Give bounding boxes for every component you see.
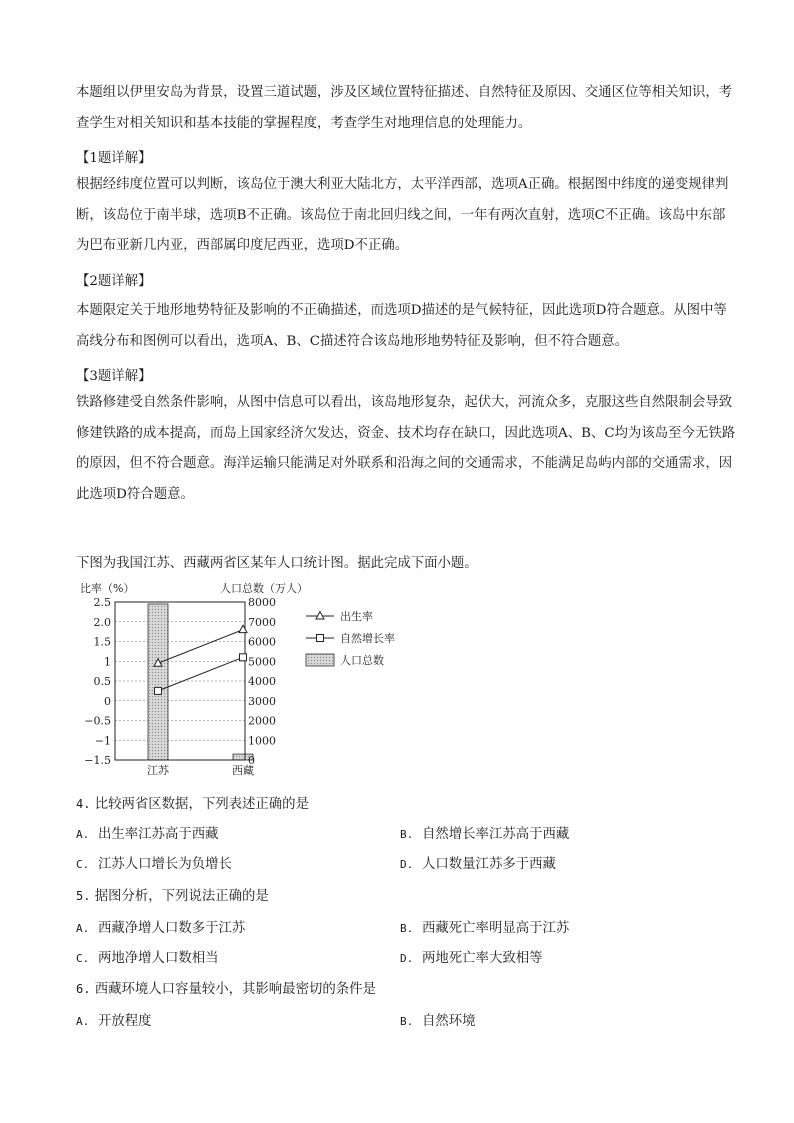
option-text: 自然增长率江苏高于西藏 [422,827,570,842]
legend-label: 出生率 [340,610,373,623]
q4-option-b[interactable] [400,823,569,842]
population-chart [70,578,430,778]
q5-option-c[interactable] [76,947,219,966]
left-tick-label: −1.5 [84,754,111,767]
right-tick-label: 1000 [248,734,276,748]
legend-square-icon [317,635,324,642]
growth-rate-point [155,687,162,694]
category-label: 江苏 [147,764,169,777]
option-letter: A. [76,1015,90,1028]
question-4-stem [76,793,309,812]
question-6-stem [76,978,376,997]
option-letter: C. [76,952,90,965]
left-tick-label: 0 [104,694,111,708]
left-tick-label: −1 [94,734,111,748]
left-tick-label: 1.5 [93,635,111,649]
option-letter: D. [400,858,414,871]
question-number: 6. [76,982,91,996]
legend-label: 人口总数 [340,654,384,667]
option-text: 两地死亡率大致相等 [422,951,543,966]
option-letter: A. [76,828,90,841]
left-tick-label: 2.5 [93,596,111,609]
option-text: 西藏死亡率明显高于江苏 [422,921,570,936]
option-letter: A. [76,922,90,935]
q3-header: 【3题详解】 [76,369,152,384]
option-text: 出生率江苏高于西藏 [98,827,219,842]
q2-explanation: 本题限定关于地形地势特征及影响的不正确描述，而选项D描述的是气候特征，因此选项D符合题意。从图中等高线分布和图例可以看出，选项A、B、C描述符合该岛地形地势特征及影响，但不符合题意。 [76,303,727,349]
left-tick-label: −0.5 [84,714,111,728]
analysis-intro: 本题组以伊里安岛为背景，设置三道试题，涉及区域位置特征描述、自然特征及原因、交通区位等相关知识，考查学生对相关知识和基本技能的掌握程度，考查学生对地理信息的处理能力。 [76,85,733,131]
option-text: 人口数量江苏多于西藏 [422,857,556,872]
growth-rate-point [240,654,247,661]
option-letter: B. [400,828,414,841]
category-label: 西藏 [232,764,254,777]
right-tick-label: 7000 [248,615,276,629]
option-letter: B. [400,922,414,935]
option-letter: C. [76,858,90,871]
q2-header: 【2题详解】 [76,274,152,289]
q6-option-a[interactable] [76,1010,152,1029]
q4-option-c[interactable] [76,853,232,872]
q4-option-d[interactable] [400,853,556,872]
option-letter: B. [400,1015,414,1028]
option-text: 自然环境 [422,1014,476,1029]
series-line [158,630,243,664]
right-tick-label: 6000 [248,635,276,649]
option-text: 西藏净增人口数多于江苏 [98,921,246,936]
left-tick-label: 0.5 [93,675,111,688]
legend-triangle-icon [316,612,324,620]
q1-explanation: 根据经纬度位置可以判断，该岛位于澳大利亚大陆北方，太平洋西部，选项A正确。根据图中纬度的递变规律判断，该岛位于南半球，选项B不正确。该岛位于南北回归线之间，一年有两次直射，选项C不正确。该岛中东部为巴布亚新几内亚，西部属印度尼西亚，选项D不正确。 [76,177,729,253]
right-tick-label: 4000 [248,675,276,688]
q3-explanation: 铁路修建受自然条件影响，从图中信息可以看出，该岛地形复杂，起伏大，河流众多，克服这些自然限制会导致修建铁路的成本提高，而岛上国家经济欠发达，资金、技术均存在缺口，因此选项A、B、C均为该岛至今无铁路的原因，但不符合题意。海洋运输只能满足对外联系和沿海之间的交通需求，不能满足岛屿内部的交通需求，因此选项D符合题意。 [76,395,736,502]
birth-rate-point [239,625,247,633]
option-text: 两地净增人口数相当 [98,951,219,966]
q5-option-a[interactable] [76,917,245,936]
series-line [158,657,243,691]
population-bar [148,604,168,760]
question-number: 4. [76,797,91,811]
question-5-stem [76,885,269,904]
left-axis-title: 比率（%） [80,582,135,595]
right-axis-title: 人口总数（万人） [220,582,308,595]
legend-bar-swatch [306,654,334,666]
question-stem: 比较两省区数据，下列表述正确的是 [94,797,309,812]
right-tick-label: 2000 [248,714,276,728]
q1-header: 【1题详解】 [76,151,152,166]
option-letter: D. [400,952,414,965]
option-text: 开放程度 [98,1014,152,1029]
chart-lead-in: 下图为我国江苏、西藏两省区某年人口统计图。据此完成下面小题。 [76,556,478,571]
legend-label: 自然增长率 [340,632,395,645]
q5-option-b[interactable] [400,917,569,936]
question-stem: 西藏环境人口容量较小，其影响最密切的条件是 [94,982,376,997]
option-text: 江苏人口增长为负增长 [98,857,232,872]
right-tick-label: 8000 [248,596,276,609]
right-tick-label: 0 [248,754,255,767]
q4-option-a[interactable] [76,823,219,842]
question-number: 5. [76,889,91,903]
left-tick-label: 1 [104,655,111,669]
q6-option-b[interactable] [400,1010,476,1029]
right-tick-label: 5000 [248,655,276,669]
question-stem: 据图分析，下列说法正确的是 [94,889,269,904]
left-tick-label: 2.0 [93,615,111,629]
right-tick-label: 3000 [248,694,276,708]
q5-option-d[interactable] [400,947,543,966]
